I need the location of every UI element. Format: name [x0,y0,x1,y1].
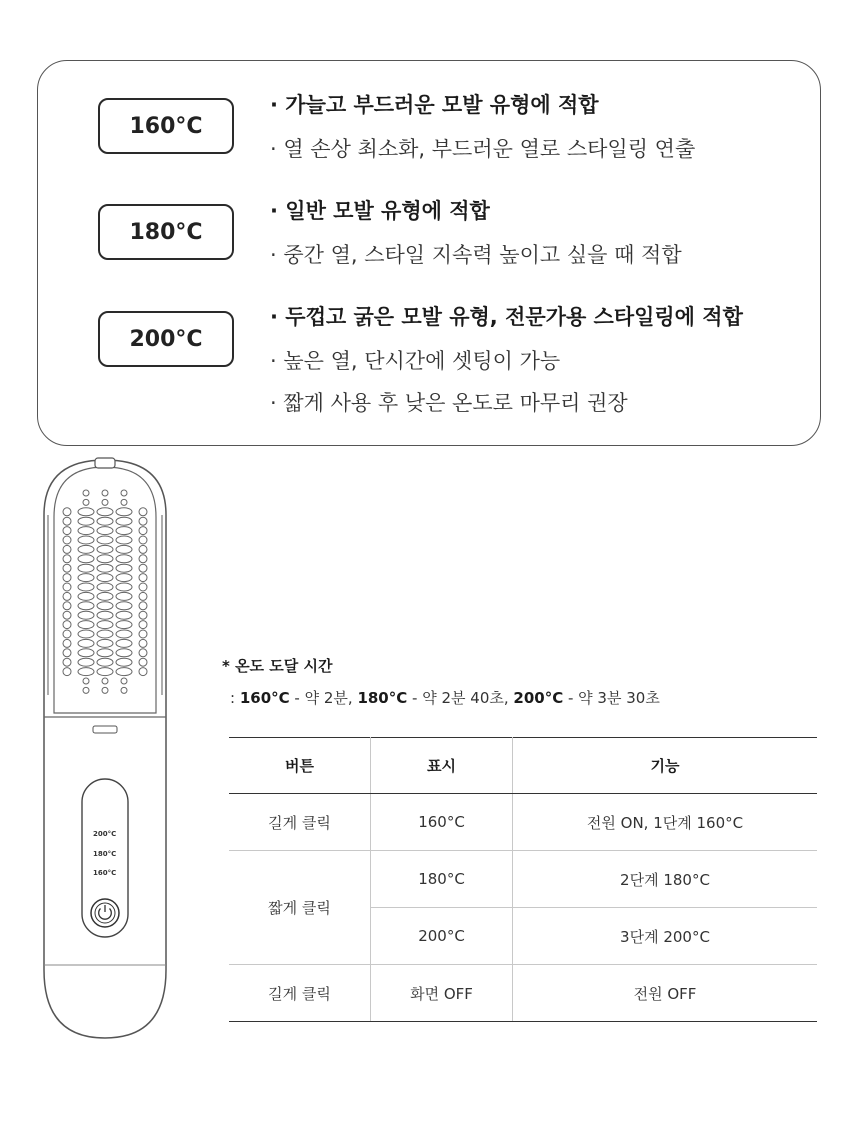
bristle-pad [139,611,147,619]
heatup-times [230,687,660,708]
bristle-pad [63,668,71,676]
bristle-pad [78,592,94,600]
bristle-pad [102,490,108,496]
cell-function: 전원 ON, 1단계 160°C [513,794,818,851]
bristle-pad [83,678,89,684]
bristle-pad [78,536,94,544]
bristle-pad [121,490,127,496]
header-function: 기능 [513,738,818,794]
bristle-pad [97,555,113,563]
temp-desc-line: · 높은 열, 단시간에 셋팅이 가능 [270,349,561,373]
cell-button: 길게 클릭 [229,965,371,1022]
bristle-pad [78,630,94,638]
header-button: 버튼 [229,738,371,794]
bristle-pad [63,517,71,525]
temp-desc-line: · 중간 열, 스타일 지속력 높이고 싶을 때 적합 [270,243,682,267]
bristle-pad [139,630,147,638]
bristle-pad [139,649,147,657]
temp-badge-160: 160°C [98,98,234,154]
bristle-pad [63,527,71,535]
table-row [229,851,817,908]
bristle-pad [78,583,94,591]
button-function-table [229,737,817,1022]
bristle-pad [139,602,147,610]
bristle-pad [102,499,108,505]
bristle-pad [116,592,132,600]
bristle-pad [97,639,113,647]
bristle-pad [139,658,147,666]
heatup-title: * 온도 도달 시간 [222,657,333,675]
bristle-pad [83,499,89,505]
bristle-pad [116,649,132,657]
bristle-pad [116,668,132,676]
display-label-200: 200°C [93,830,117,838]
bristle-pad [78,574,94,582]
bristle-pad [63,564,71,572]
table-row [229,965,817,1022]
bristle-pad [116,545,132,553]
bristle-pad [63,639,71,647]
bristle-pad [97,545,113,553]
temp-desc-line: · 짧게 사용 후 낮은 온도로 마무리 권장 [270,391,628,415]
bristle-pad [97,611,113,619]
bristle-pad [63,583,71,591]
hair-brush-illustration [30,455,180,1045]
cell-button: 짧게 클릭 [229,851,371,965]
bristle-pad [97,602,113,610]
heatup-prefix: : [230,689,240,707]
bristle-pad [78,668,94,676]
bristle-pad [63,545,71,553]
cell-display: 200°C [371,908,513,965]
bristle-pad [63,592,71,600]
heatup-time-160: - 약 2분, [289,689,358,707]
bristle-pad [139,536,147,544]
cell-display: 160°C [371,794,513,851]
cell-button: 길게 클릭 [229,794,371,851]
bristle-pad [97,649,113,657]
bristle-pad [139,508,147,516]
top-nub [95,458,115,468]
bristle-pad [139,555,147,563]
temp-badge-200: 200°C [98,311,234,367]
bristle-pad [63,536,71,544]
heatup-time-180: - 약 2분 40초, [407,689,514,707]
bristle-pad [63,658,71,666]
bristle-pad [116,602,132,610]
bristle-pad [116,630,132,638]
bristle-pad [97,536,113,544]
bristle-pad [121,499,127,505]
bristle-pad [139,527,147,535]
bristle-pad [63,649,71,657]
bristle-pad [97,621,113,629]
bristle-pad [63,508,71,516]
bristle-pad [116,611,132,619]
bristle-pad [139,517,147,525]
bristle-pad [97,592,113,600]
bristle-pad [63,602,71,610]
bristle-pad [78,555,94,563]
bristle-pad [139,639,147,647]
bristle-pad [97,583,113,591]
bristle-pad [97,658,113,666]
bristle-pad [102,687,108,693]
bristle-pad [97,517,113,525]
temp-desc-head: · 가늘고 부드러운 모발 유형에 적합 [270,93,599,117]
bristle-pad [139,545,147,553]
bristle-pad [97,630,113,638]
bristle-pad [97,508,113,516]
bristle-pad [78,658,94,666]
bristle-pad [116,658,132,666]
heatup-temp-180: 180°C [357,689,408,707]
heatup-temp-200: 200°C [513,689,564,707]
bristle-pads [63,490,147,693]
bristle-pad [97,668,113,676]
cell-function: 2단계 180°C [513,851,818,908]
temp-desc-line: · 열 손상 최소화, 부드러운 열로 스타일링 연출 [270,137,696,161]
bristle-pad [63,611,71,619]
bristle-pad [78,527,94,535]
table-header-row [229,738,817,794]
device-body [44,460,166,1038]
bristle-pad [116,555,132,563]
bristle-pad [63,630,71,638]
bristle-pad [116,564,132,572]
bristle-pad [78,639,94,647]
bristle-pad [116,527,132,535]
cell-display: 180°C [371,851,513,908]
bristle-pad [139,621,147,629]
bristle-pad [121,687,127,693]
bristle-pad [78,602,94,610]
bristle-pad [116,621,132,629]
bristle-pad [78,517,94,525]
bristle-pad [116,583,132,591]
bristle-pad [78,508,94,516]
bristle-pad [102,678,108,684]
heatup-time-200: - 약 3분 30초 [563,689,660,707]
display-label-160: 160°C [93,869,117,877]
neck-slot [93,726,117,733]
bristle-pad [116,639,132,647]
bristle-pad [139,668,147,676]
header-display: 표시 [371,738,513,794]
bristle-pad [78,611,94,619]
display-label-180: 180°C [93,850,117,858]
bristle-pad [63,574,71,582]
bristle-pad [63,621,71,629]
bristle-pad [116,517,132,525]
temp-desc-head: · 두껍고 굵은 모발 유형, 전문가용 스타일링에 적합 [270,305,743,329]
cell-display: 화면 OFF [371,965,513,1022]
bristle-pad [97,527,113,535]
bristle-pad [116,508,132,516]
heatup-temp-160: 160°C [239,689,290,707]
bristle-pad [97,564,113,572]
bristle-pad [78,649,94,657]
bristle-pad [83,490,89,496]
bristle-pad [116,536,132,544]
bristle-pad [78,564,94,572]
cell-function: 3단계 200°C [513,908,818,965]
table-row [229,794,817,851]
bristle-pad [83,687,89,693]
bristle-pad [78,621,94,629]
bristle-pad [116,574,132,582]
bristle-pad [139,592,147,600]
bristle-pad [139,574,147,582]
bristle-pad [97,574,113,582]
bristle-pad [139,564,147,572]
temp-badge-180: 180°C [98,204,234,260]
bristle-pad [78,545,94,553]
cell-function: 전원 OFF [513,965,818,1022]
bristle-pad [121,678,127,684]
bristle-pad [63,555,71,563]
temperature-guide-card [37,60,821,446]
temp-desc-head: · 일반 모발 유형에 적합 [270,199,490,223]
bristle-pad [139,583,147,591]
